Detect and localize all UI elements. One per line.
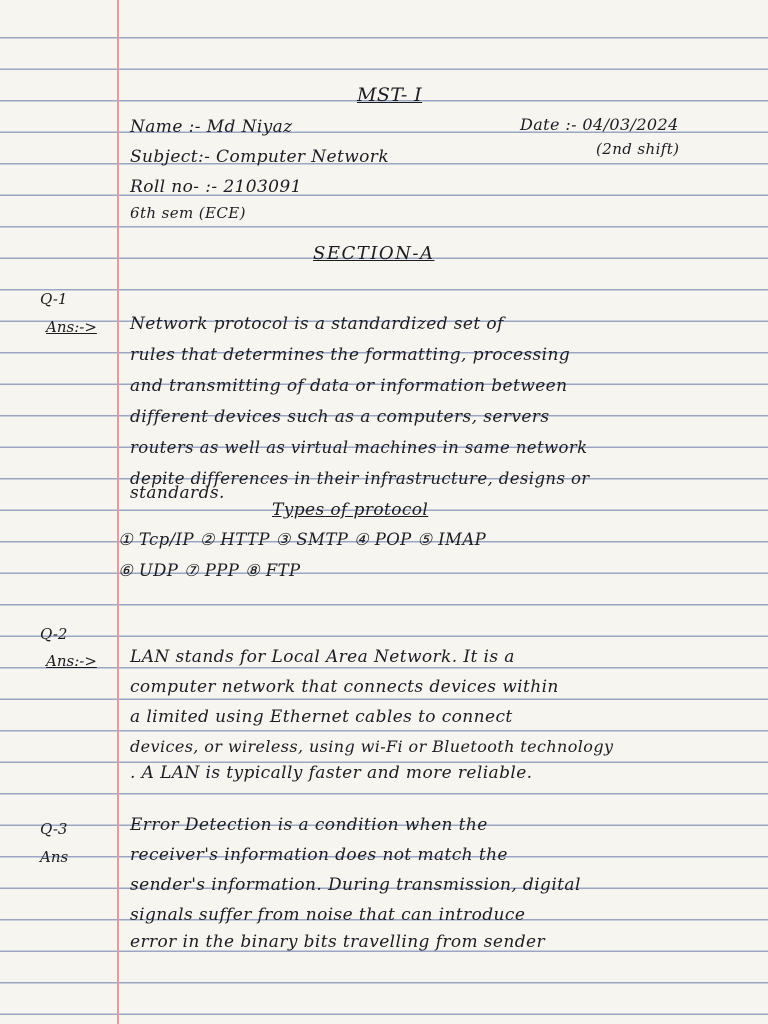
page-title: MST- I xyxy=(357,84,423,106)
q1-text-line: standards. xyxy=(130,483,225,503)
subject-line: Subject:- Computer Network xyxy=(130,147,390,167)
q1-text-line: depite differences in their infrastructure, designs or xyxy=(130,469,590,488)
section-heading: SECTION-A xyxy=(313,243,435,264)
q2-text-line: computer network that connects devices within xyxy=(130,677,559,697)
margin-line xyxy=(117,0,119,1024)
q1-text-line: and transmitting of data or information between xyxy=(130,376,568,396)
question-label-q2: Q-2 xyxy=(40,625,68,643)
shift-line: (2nd shift) xyxy=(596,140,680,158)
roll-line: Roll no- :- 2103091 xyxy=(130,177,302,197)
types-of-protocol-heading: Types of protocol xyxy=(272,500,429,520)
q1-text-line: routers as well as virtual machines in same network xyxy=(130,438,588,457)
q2-text-line: . A LAN is typically faster and more reliable. xyxy=(130,763,533,783)
q3-text-line: error in the binary bits travelling from sender xyxy=(130,932,546,952)
protocol-list-line-1: ① Tcp/IP ② HTTP ③ SMTP ④ POP ⑤ IMAP xyxy=(118,530,487,549)
q2-text-line: a limited using Ethernet cables to connect xyxy=(130,707,513,727)
protocol-list-line-2: ⑥ UDP ⑦ PPP ⑧ FTP xyxy=(118,561,301,580)
q3-text-line: sender's information. During transmission, digital xyxy=(130,875,581,895)
q3-text-line: Error Detection is a condition when the xyxy=(130,815,488,835)
q2-text-line: LAN stands for Local Area Network. It is a xyxy=(130,647,515,667)
answer-label-q1: Ans:-> xyxy=(46,318,97,336)
q3-text-line: receiver's information does not match the xyxy=(130,845,508,865)
q1-text-line: different devices such as a computers, servers xyxy=(130,407,550,427)
question-label-q1: Q-1 xyxy=(40,290,68,308)
answer-label-q3: Ans xyxy=(40,848,69,866)
question-label-q3: Q-3 xyxy=(40,820,68,838)
q2-text-line: devices, or wireless, using wi-Fi or Bluetooth technology xyxy=(130,737,614,756)
q1-text-line: Network protocol is a standardized set of xyxy=(130,314,504,334)
name-line: Name :- Md Niyaz xyxy=(130,117,293,137)
q1-text-line: rules that determines the formatting, processing xyxy=(130,345,571,365)
date-line: Date :- 04/03/2024 xyxy=(520,115,679,134)
q3-text-line: signals suffer from noise that can introduce xyxy=(130,905,526,925)
answer-label-q2: Ans:-> xyxy=(46,652,97,670)
semester-line: 6th sem (ECE) xyxy=(130,204,246,222)
